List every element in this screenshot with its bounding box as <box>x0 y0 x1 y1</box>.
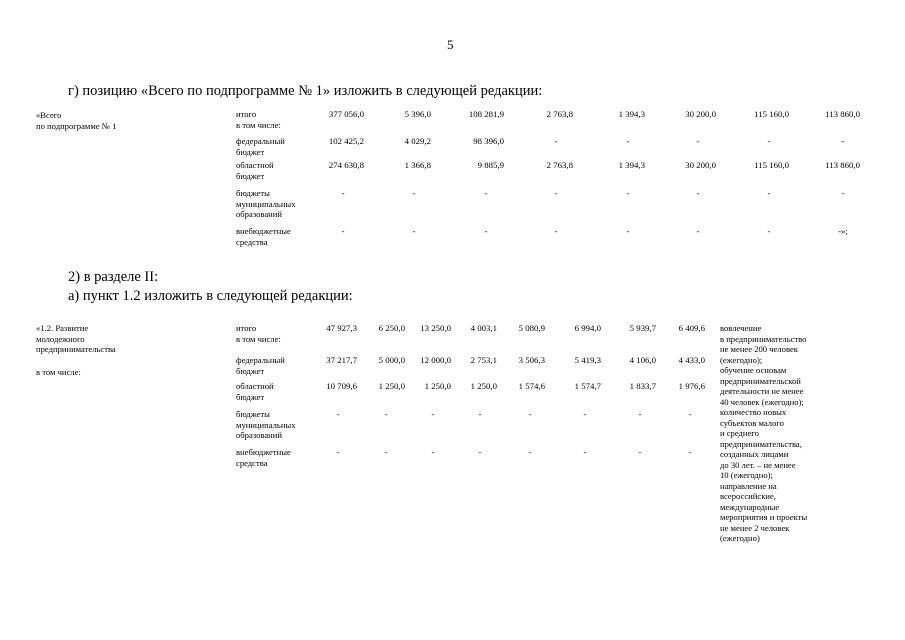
table1-row-label <box>236 109 281 130</box>
table2-cell: 5 000,0 <box>378 355 405 365</box>
table2-row-label <box>236 409 296 441</box>
table1-cell: 102 425,2 <box>328 136 364 146</box>
table1-row-label <box>236 226 291 247</box>
table1-row-label-line: средства <box>236 236 268 247</box>
table1-row-label-line: образований <box>236 209 282 219</box>
table2-cell: - <box>384 409 388 419</box>
table2-cell: - <box>528 409 532 419</box>
table1-cell: - <box>696 226 700 236</box>
result-line: направление на <box>720 480 777 491</box>
table1-cell: 1 394,3 <box>618 109 645 119</box>
table2-cell: - <box>336 447 340 457</box>
table2-cell: 1 976,6 <box>678 381 705 391</box>
table2-row-label-line: бюджет <box>236 365 265 376</box>
result-line: международные <box>720 501 780 512</box>
table2-cell: - <box>384 447 388 457</box>
table1-cell: 2 763,8 <box>546 109 573 119</box>
table1-cell: 2 763,8 <box>546 160 573 170</box>
table1-cell: - <box>341 226 345 236</box>
result-line: не менее 2 человек <box>720 522 790 533</box>
table2-row-label-line: федеральный <box>236 355 285 365</box>
table1-row-label-line: федеральный <box>236 136 285 146</box>
table1-cell: - <box>767 188 771 198</box>
table2-cell: - <box>688 447 692 457</box>
table2-row-label-line: в том числе: <box>236 333 281 344</box>
table2-cell: - <box>528 447 532 457</box>
table1-row-label <box>236 160 274 181</box>
table1-cell: - <box>696 136 700 146</box>
table1-cell: - <box>626 226 630 236</box>
heading-g: г) позицию «Всего по подпрограмме № 1» изложить в следующей редакции: <box>68 83 543 99</box>
table2-title <box>36 323 116 355</box>
table1-row-label-line: итого <box>236 109 257 119</box>
table1-cell: - <box>841 188 845 198</box>
table1-cell: 377 056,0 <box>328 109 364 119</box>
table2-cell: - <box>478 409 482 419</box>
table1-row-label <box>236 188 296 220</box>
table2-cell: 5 939,7 <box>629 323 656 333</box>
table2-cell: 4 433,0 <box>678 355 705 365</box>
table2-cell: 12 000,0 <box>420 355 451 365</box>
table2-title-sub: в том числе: <box>36 367 81 377</box>
table2-cell: - <box>638 409 642 419</box>
table1-cell: - <box>412 188 416 198</box>
table1-row-label-line: бюджет <box>236 170 265 181</box>
result-line: не менее 200 человек <box>720 344 798 354</box>
table1-cell: 115 160,0 <box>754 109 789 119</box>
table1-cell: 98 396,0 <box>473 136 504 146</box>
table2-row-label <box>236 381 274 402</box>
table1-cell: -»; <box>838 226 848 236</box>
table1-row-label <box>236 136 285 157</box>
result-line: предпринимательства, <box>720 438 802 449</box>
result-line: (ежегодно); <box>720 354 763 365</box>
table2-title-line1: «1.2. Развитие <box>36 323 89 333</box>
table1-row-label-line: бюджет <box>236 146 265 157</box>
table1-cell: - <box>412 226 416 236</box>
table2-cell: 4 003,1 <box>470 323 497 333</box>
result-line: (ежегодно) <box>720 533 760 543</box>
table2-cell: 5 080,9 <box>518 323 545 333</box>
result-line: предпринимательской <box>720 375 801 386</box>
table2-cell: 1 574,6 <box>518 381 545 391</box>
table2-cell: 6 409,6 <box>678 323 705 333</box>
table2-title-line2: молодежного <box>36 333 85 344</box>
table2-row-label-line: образований <box>236 430 282 440</box>
table2-cell: - <box>431 447 435 457</box>
result-line: 10 (ежегодно); <box>720 470 773 480</box>
table1-cell: - <box>554 136 558 146</box>
table1-cell: 108 281,9 <box>468 109 504 119</box>
table1-cell: 9 885,9 <box>477 160 504 170</box>
result-line: и среднего <box>720 428 759 438</box>
table2-cell: 10 709,6 <box>326 381 357 391</box>
table1-cell: - <box>767 226 771 236</box>
table2-cell: 5 419,3 <box>574 355 601 365</box>
result-line: всероссийские, <box>720 491 776 501</box>
table1-title-line2: по подпрограмме № 1 <box>36 120 117 131</box>
table2-cell: 6 250,0 <box>378 323 405 333</box>
table2-row-label-line: областной <box>236 381 274 391</box>
heading-a: а) пункт 1.2 изложить в следующей редакции: <box>68 288 353 304</box>
result-line: мероприятия и проекты <box>720 512 808 522</box>
table2-row-label-line: внебюджетные <box>236 447 291 457</box>
table2-result-column <box>720 323 807 544</box>
table1-cell: 4 029,2 <box>404 136 431 146</box>
table1-cell: - <box>767 136 771 146</box>
table2-cell: - <box>431 409 435 419</box>
table2-cell: 6 994,0 <box>574 323 601 333</box>
table1-cell: - <box>484 226 488 236</box>
table1-row-label-line: областной <box>236 160 274 170</box>
table1-row-label-line: бюджеты <box>236 188 270 198</box>
table2-cell: 3 506,3 <box>518 355 545 365</box>
table2-cell: 1 250,0 <box>470 381 497 391</box>
table2-cell: 1 574,7 <box>574 381 601 391</box>
table1-cell: - <box>484 188 488 198</box>
result-line: субъектов малого <box>720 417 784 428</box>
table2-row-label-line: муниципальных <box>236 419 296 430</box>
table1-cell: - <box>554 226 558 236</box>
table1-cell: 5 396,0 <box>404 109 431 119</box>
table2-row-label-line: итого <box>236 323 257 333</box>
table2-row-label <box>236 447 291 468</box>
result-line: обучение основам <box>720 365 787 375</box>
table1-row-label-line: муниципальных <box>236 198 296 209</box>
table2-title-line3: предпринимательства <box>36 344 116 354</box>
table2-cell: - <box>478 447 482 457</box>
table1-title-line1: «Всего <box>36 110 62 120</box>
table2-row-label <box>236 355 285 376</box>
table2-cell: 2 753,1 <box>470 355 497 365</box>
table2-cell: - <box>583 447 587 457</box>
result-line: деятельности не менее <box>720 386 804 396</box>
table2-row-label-line: средства <box>236 457 268 468</box>
table1-row-label-line: внебюджетные <box>236 226 291 236</box>
table1-cell: 274 630,8 <box>328 160 364 170</box>
table1-cell: 30 200,0 <box>685 160 716 170</box>
table1-cell: - <box>626 136 630 146</box>
table1-title <box>36 110 116 131</box>
table2-cell: 47 927,3 <box>326 323 357 333</box>
table2-row-label-line: бюджет <box>236 391 265 402</box>
table1-cell: 113 860,0 <box>825 109 860 119</box>
result-line: 40 человек (ежегодно); <box>720 396 804 407</box>
table2-cell: - <box>638 447 642 457</box>
result-line: до 30 лет. – не менее <box>720 459 796 470</box>
table2-cell: 1 833,7 <box>629 381 656 391</box>
table2-row-label <box>236 323 281 344</box>
table1-cell: 1 366,8 <box>404 160 431 170</box>
heading-2: 2) в разделе II: <box>68 269 159 285</box>
table2-cell: 37 217,7 <box>326 355 357 365</box>
table1-row-label-line: в том числе: <box>236 119 281 130</box>
table1-cell: - <box>696 188 700 198</box>
table2-cell: - <box>688 409 692 419</box>
table1-cell: 115 160,0 <box>754 160 789 170</box>
result-line: вовлечение <box>720 323 762 333</box>
table2-cell: 4 106,0 <box>629 355 656 365</box>
table1-cell: - <box>841 136 845 146</box>
result-line: созданных лицами <box>720 449 789 459</box>
table2-cell: - <box>336 409 340 419</box>
table2-cell: 13 250,0 <box>420 323 451 333</box>
table2-cell: - <box>583 409 587 419</box>
page-number: 5 <box>447 37 454 52</box>
table2-row-label-line: бюджеты <box>236 409 270 419</box>
table2-cell: 1 250,0 <box>378 381 405 391</box>
table1-cell: 30 200,0 <box>685 109 716 119</box>
table2-cell: 1 250,0 <box>424 381 451 391</box>
table1-cell: - <box>341 188 345 198</box>
table1-cell: - <box>626 188 630 198</box>
table1-cell: 113 860,0 <box>825 160 860 170</box>
table1-cell: - <box>554 188 558 198</box>
table1-cell: 1 394,3 <box>618 160 645 170</box>
result-line: количество новых <box>720 407 787 417</box>
result-line: в предпринимательство <box>720 333 807 344</box>
